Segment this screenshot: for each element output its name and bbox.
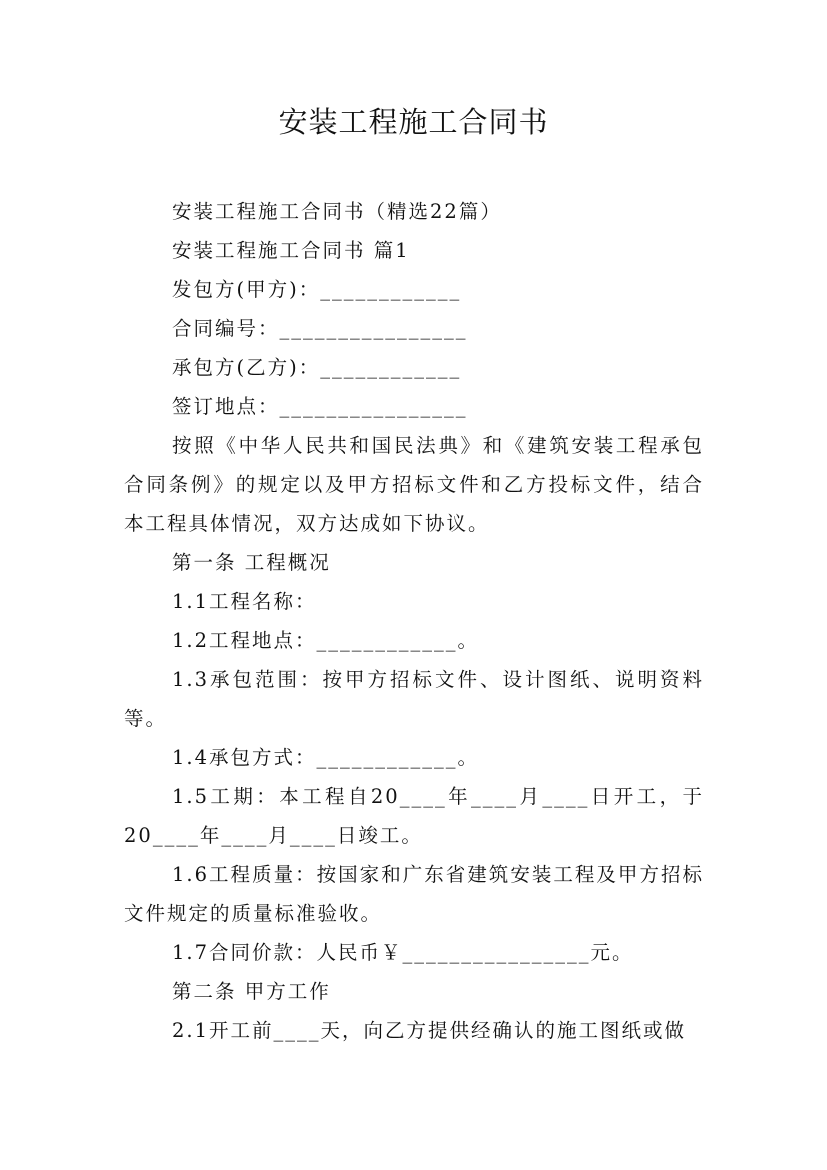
document-body [124, 192, 704, 1050]
clause-1-1: 1.1工程名称： [172, 590, 317, 613]
clause-1-7: 1.7合同价款：人民币￥________________元。 [172, 941, 634, 964]
clause-1-6: 1.6工程质量：按国家和广东省建筑安装工程及甲方招标文件规定的质量标准验收。 [124, 863, 704, 925]
section-heading: 安装工程施工合同书 篇1 [172, 239, 410, 262]
preamble-paragraph: 按照《中华人民共和国民法典》和《建筑安装工程承包合同条例》的规定以及甲方招标文件和乙方投标文件，结合本工程具体情况，双方达成如下协议。 [124, 434, 704, 535]
clause-1-3: 1.3承包范围：按甲方招标文件、设计图纸、说明资料等。 [124, 668, 704, 730]
party-a-field: 发包方(甲方)：____________ [172, 278, 462, 301]
signing-place-field: 签订地点：________________ [172, 395, 468, 418]
clause-1-5: 1.5工期：本工程自20____年____月____日开工，于20____年____月____日竣工。 [124, 785, 704, 847]
contract-number-field: 合同编号：________________ [172, 317, 468, 340]
clause-1-4: 1.4承包方式：____________。 [172, 746, 480, 769]
document-title: 安装工程施工合同书 [278, 105, 549, 139]
subtitle-line: 安装工程施工合同书（精选22篇） [172, 200, 502, 223]
article-2-heading: 第二条 甲方工作 [172, 980, 331, 1003]
clause-2-1: 2.1开工前____天，向乙方提供经确认的施工图纸或做 [172, 1019, 687, 1042]
clause-1-2: 1.2工程地点：____________。 [172, 629, 480, 652]
article-1-heading: 第一条 工程概况 [172, 551, 331, 574]
party-b-field: 承包方(乙方)：____________ [172, 356, 462, 379]
